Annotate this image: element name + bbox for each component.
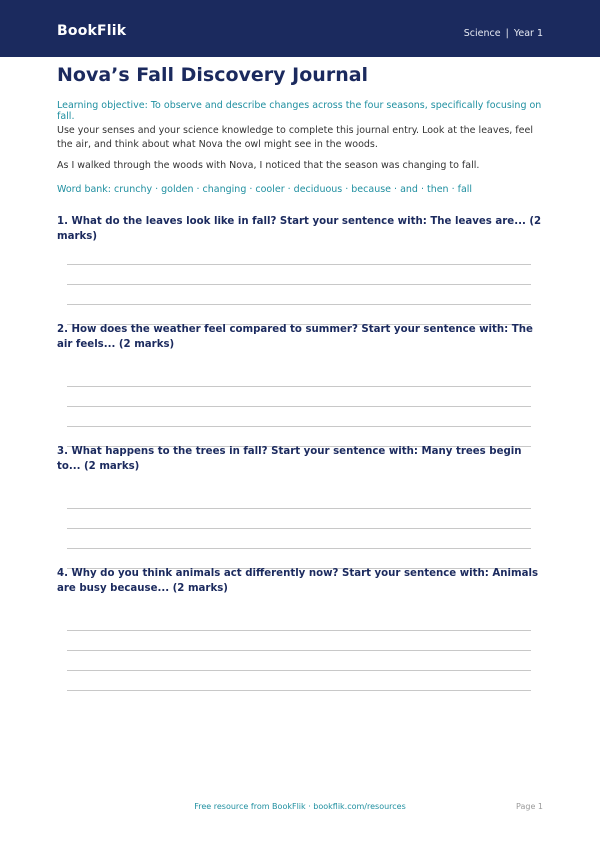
answer-line-1-3[interactable] — [67, 304, 531, 305]
word-bank-word: changing — [202, 184, 247, 195]
word-bank-word: deciduous — [293, 184, 343, 195]
answer-line-4-3[interactable] — [67, 670, 531, 671]
word-bank — [57, 184, 547, 195]
answer-line-2-2[interactable] — [67, 406, 531, 407]
question-2: 2. How does the weather feel compared to summer? Start your sentence with: The air feels... (2 marks) — [57, 324, 533, 350]
answer-line-4-4[interactable] — [67, 690, 531, 691]
page-number: Page 1 — [516, 802, 543, 811]
learning-objective: Learning objective: To observe and describe changes across the four seasons, specifically focusing on fall. — [57, 100, 542, 122]
instructions-text: Use your senses and your science knowledge to complete this journal entry. Look at the leaves, feel the air, and think about what Nova the owl might see in the woods. — [57, 125, 533, 150]
question-3: 3. What happens to the trees in fall? Start your sentence with: Many trees begin to... (2 marks) — [57, 446, 522, 472]
answer-line-4-2[interactable] — [67, 650, 531, 651]
answer-line-2-3[interactable] — [67, 426, 531, 427]
answer-line-1-1[interactable] — [67, 264, 531, 265]
word-separator: · — [420, 184, 424, 195]
answer-line-3-2[interactable] — [67, 528, 531, 529]
page-title: Nova’s Fall Discovery Journal — [57, 64, 369, 86]
answer-line-3-3[interactable] — [67, 548, 531, 549]
question-4: 4. Why do you think animals act differently now? Start your sentence with: Animals are busy because... (2 marks) — [57, 568, 539, 594]
word-bank-word: cooler — [255, 184, 285, 195]
word-bank-word: and — [400, 184, 418, 195]
footer-link[interactable]: Free resource from BookFlik · bookflik.com/resources — [194, 802, 406, 811]
answer-line-1-2[interactable] — [67, 284, 531, 285]
year-label: Year 1 — [513, 28, 543, 39]
answer-line-4-1[interactable] — [67, 630, 531, 631]
answer-line-2-1[interactable] — [67, 386, 531, 387]
word-separator: · — [451, 184, 455, 195]
word-separator: · — [196, 184, 200, 195]
word-separator: · — [345, 184, 349, 195]
meta-separator: | — [505, 28, 509, 39]
brand-logo[interactable]: BookFlik — [57, 23, 127, 39]
context-text: As I walked through the woods with Nova, I noticed that the season was changing to fall. — [57, 160, 480, 171]
header-bar — [0, 0, 600, 57]
word-bank-label: Word bank: — [57, 184, 112, 195]
header-meta — [464, 28, 543, 39]
word-separator: · — [394, 184, 398, 195]
word-bank-word: crunchy — [114, 184, 153, 195]
question-1: 1. What do the leaves look like in fall? Start your sentence with: The leaves are... (2 marks) — [57, 216, 542, 242]
word-separator: · — [155, 184, 159, 195]
word-bank-word: golden — [161, 184, 194, 195]
word-bank-word: then — [426, 184, 449, 195]
word-bank-word: because — [351, 184, 392, 195]
answer-line-3-1[interactable] — [67, 508, 531, 509]
subject-label: Science — [463, 28, 501, 39]
word-separator: · — [287, 184, 291, 195]
word-separator: · — [249, 184, 253, 195]
word-bank-word: fall — [457, 184, 473, 195]
